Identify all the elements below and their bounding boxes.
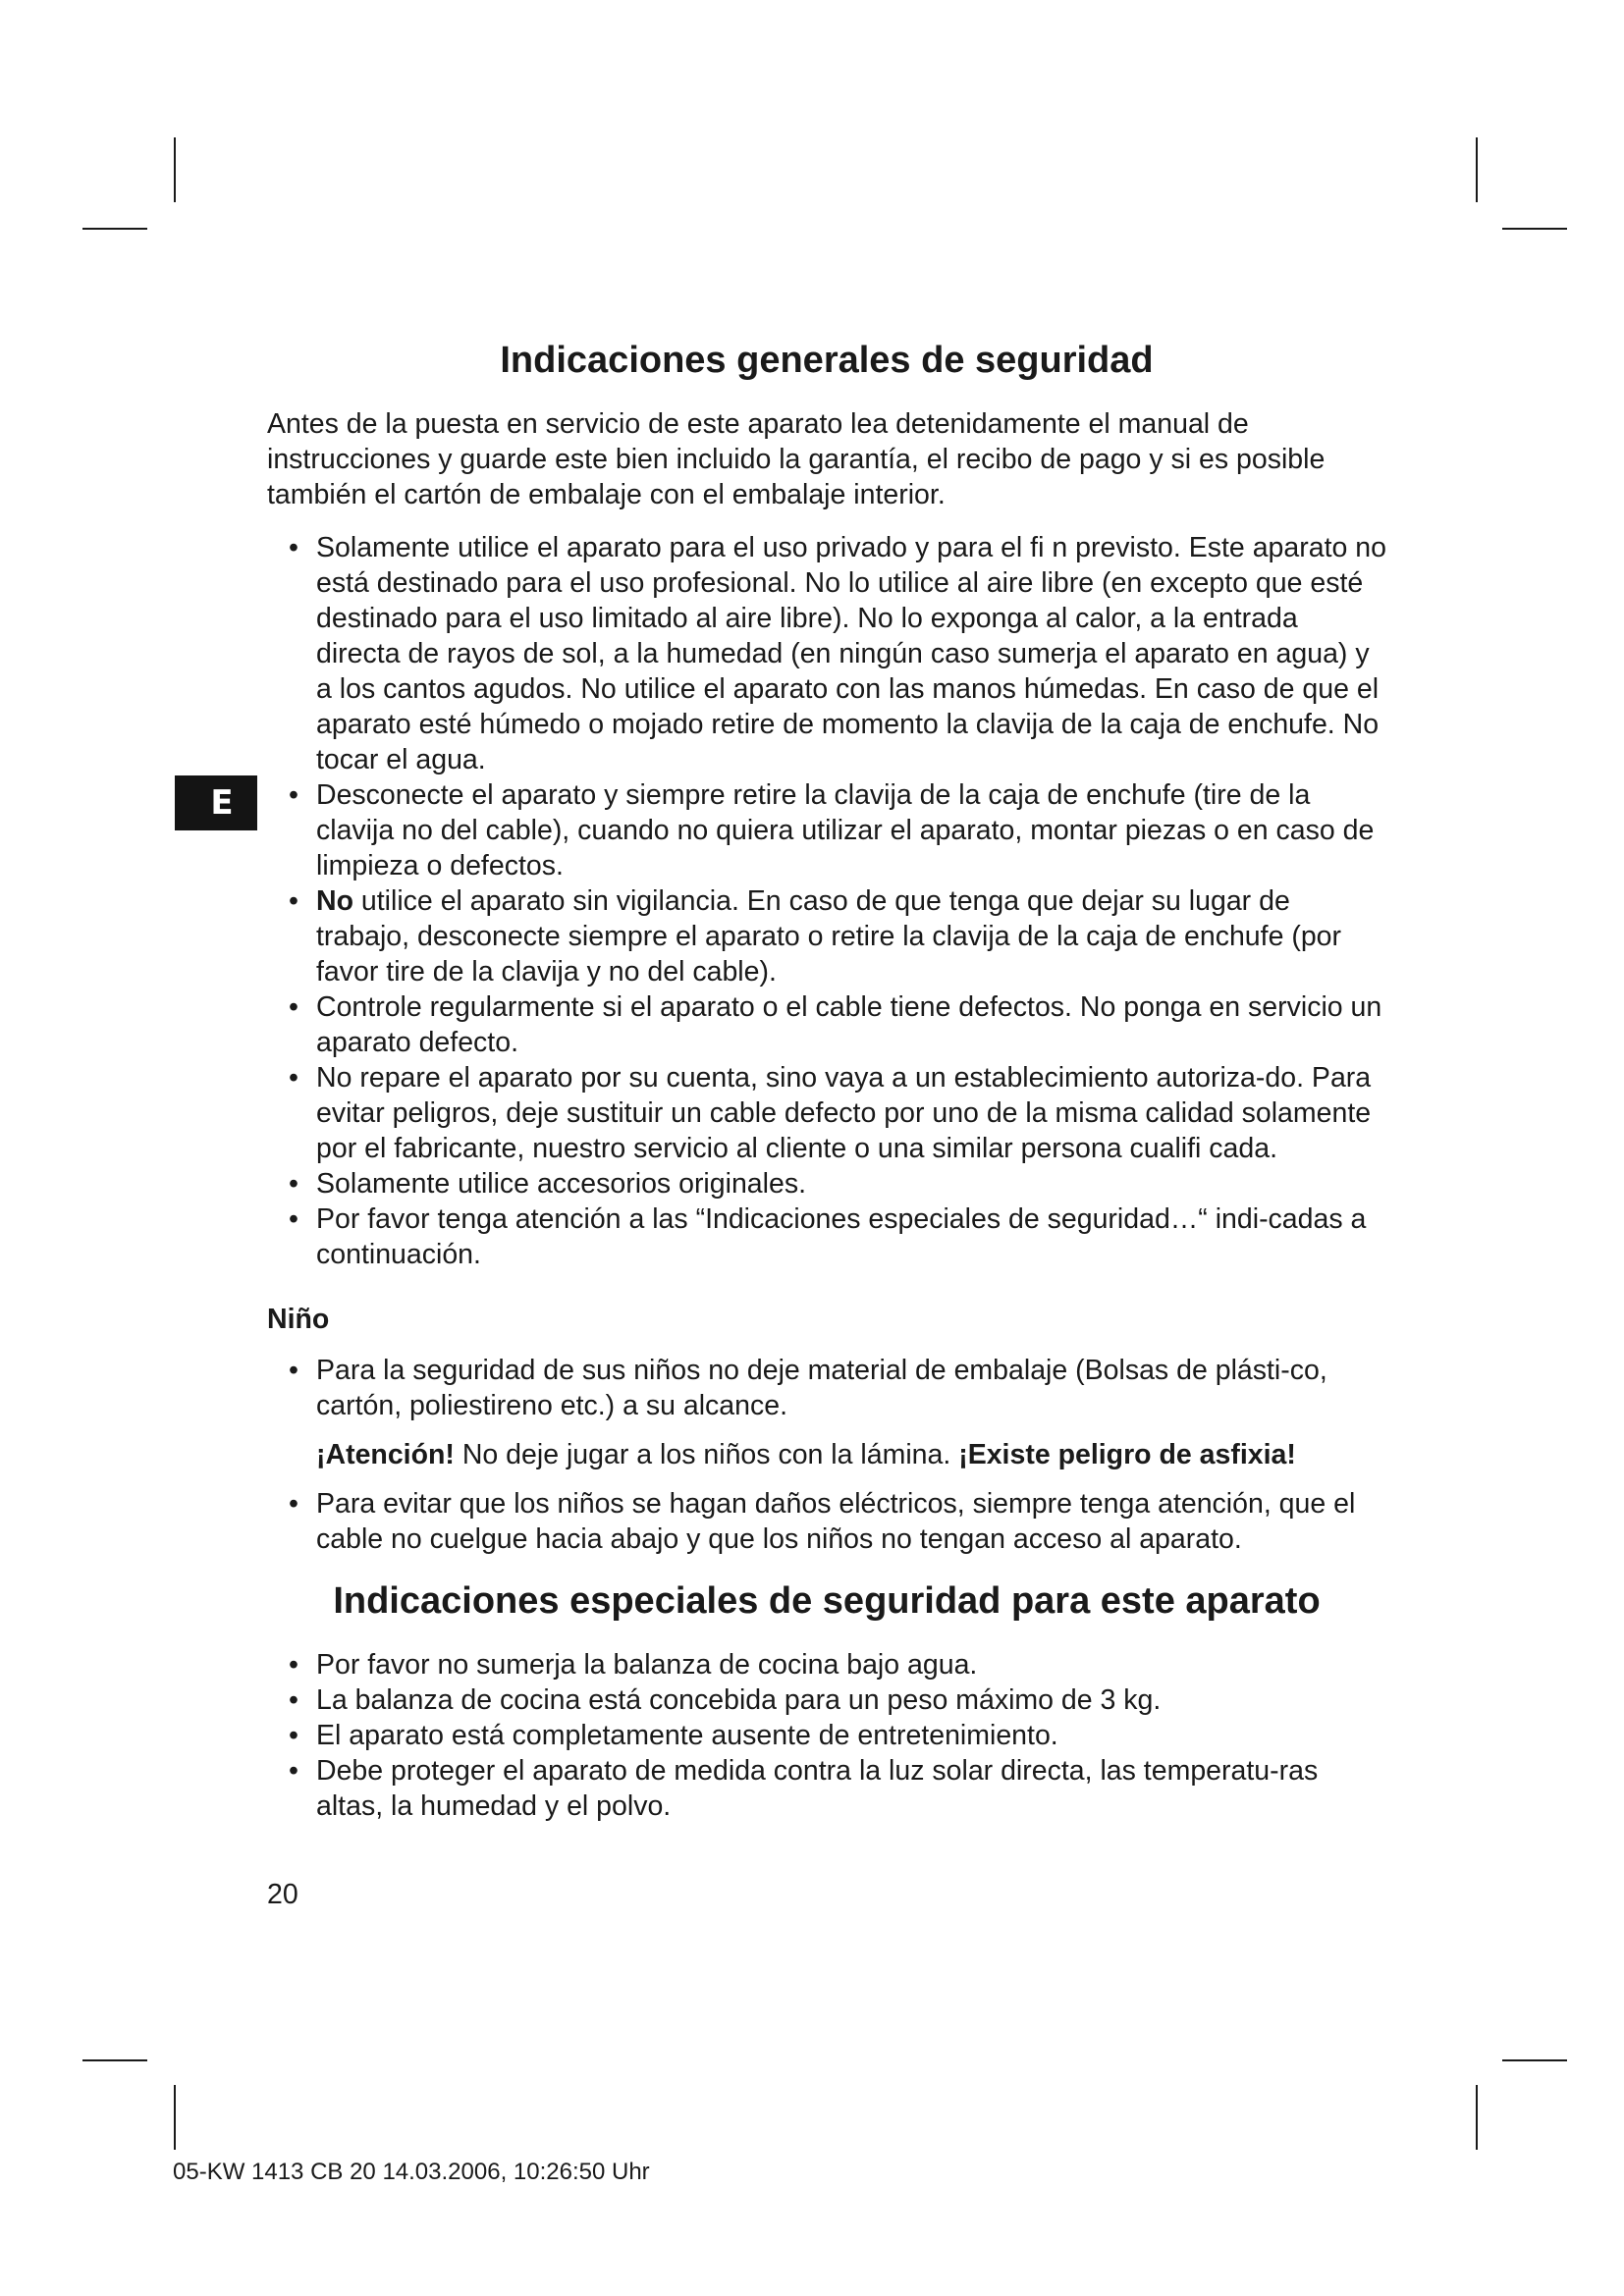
- intro-paragraph: Antes de la puesta en servicio de este aparato lea detenidamente el manual de instrucciones y guarde este bien incluido la garantía, el recibo de pago y si es posible también el cartón de embalaje con el embalaje interior.: [267, 408, 1326, 510]
- list-item: • Para la seguridad de sus niños no deje material de embalaje (Bolsas de plásti-co, cartón, poliestireno etc.) a su alcance.: [289, 1355, 1327, 1421]
- list-item: • No repare el aparato por su cuenta, sino vaya a un establecimiento autoriza-do. Para evitar peligros, deje sustituir un cable defecto por uno de la misma calidad solamente por el fabricante, nuestro servicio al cliente o una similar persona cualifi cada.: [289, 1062, 1372, 1164]
- list-item: • Por favor no sumerja la balanza de cocina bajo agua.: [289, 1649, 978, 1681]
- crop-mark-top-right-horizontal: [1502, 228, 1567, 230]
- list-item: • Controle regularmente si el aparato o el cable tiene defectos. No ponga en servicio un aparato defecto.: [289, 991, 1382, 1058]
- crop-mark-top-left-horizontal: [82, 228, 147, 230]
- general-safety-list: [267, 530, 1386, 1272]
- crop-mark-bottom-left-horizontal: [82, 2059, 147, 2061]
- print-footer: 05-KW 1413 CB 20 14.03.2006, 10:26:50 Uhr: [173, 2159, 650, 2185]
- list-item: • La balanza de cocina está concebida para un peso máximo de 3 kg.: [289, 1684, 1162, 1716]
- list-item: • Desconecte el aparato y siempre retire la clavija de la caja de enchufe (tire de la clavija no del cable), cuando no quiera utilizar el aparato, montar piezas o en caso de limpieza o defectos.: [289, 779, 1375, 881]
- section-title-general-safety: Indicaciones generales de seguridad: [500, 340, 1154, 381]
- crop-mark-top-left-vertical: [174, 137, 176, 202]
- asphyxia-warning: ¡Atención! No deje jugar a los niños con la lámina. ¡Existe peligro de asfixia!: [316, 1439, 1296, 1470]
- crop-mark-bottom-right-horizontal: [1502, 2059, 1567, 2061]
- crop-mark-bottom-right-vertical: [1476, 2085, 1478, 2150]
- list-item: • El aparato está completamente ausente de entretenimiento.: [289, 1720, 1058, 1751]
- crop-mark-top-right-vertical: [1476, 137, 1478, 202]
- list-item: • Solamente utilice el aparato para el uso privado y para el fi n previsto. Este aparato no está destinado para el uso profesional. No lo utilice al aire libre (en excepto que esté destinado para el uso limitado al aire libre). No lo exponga al calor, a la entrada directa de rayos de sol, a la humedad (en ningún caso sumerja el aparato en agua) y a los cantos agudos. No utilice el aparato con las manos húmedas. En caso de que el aparato esté húmedo o mojado retire de momento la clavija de la caja de enchufe. No tocar el agua.: [289, 532, 1386, 775]
- list-item: • No utilice el aparato sin vigilancia. En caso de que tenga que dejar su lugar de trabajo, desconecte siempre el aparato o retire la clavija de la caja de enchufe (por favor tire de la clavija y no del cable).: [289, 885, 1342, 988]
- subheading-nino: Niño: [267, 1304, 330, 1335]
- nino-list-2: [267, 1486, 1386, 1557]
- section-title-special-safety: Indicaciones especiales de seguridad para este aparato: [333, 1580, 1321, 1622]
- page-number: 20: [267, 1879, 298, 1910]
- list-item: • Para evitar que los niños se hagan daños eléctricos, siempre tenga atención, que el cable no cuelgue hacia abajo y que los niños no tengan acceso al aparato.: [289, 1488, 1356, 1555]
- no-emphasis: No: [316, 885, 353, 917]
- nino-list-1: [267, 1353, 1386, 1423]
- language-tab: E: [175, 775, 257, 830]
- list-item: • Debe proteger el aparato de medida contra la luz solar directa, las temperatu-ras altas, la humedad y el polvo.: [289, 1755, 1319, 1822]
- page-content: [267, 338, 1386, 1912]
- special-safety-list: [267, 1647, 1386, 1824]
- crop-mark-bottom-left-vertical: [174, 2085, 176, 2150]
- list-item: • Solamente utilice accesorios originales.: [289, 1168, 807, 1200]
- list-item: • Por favor tenga atención a las “Indicaciones especiales de seguridad…“ indi-cadas a continuación.: [289, 1203, 1367, 1270]
